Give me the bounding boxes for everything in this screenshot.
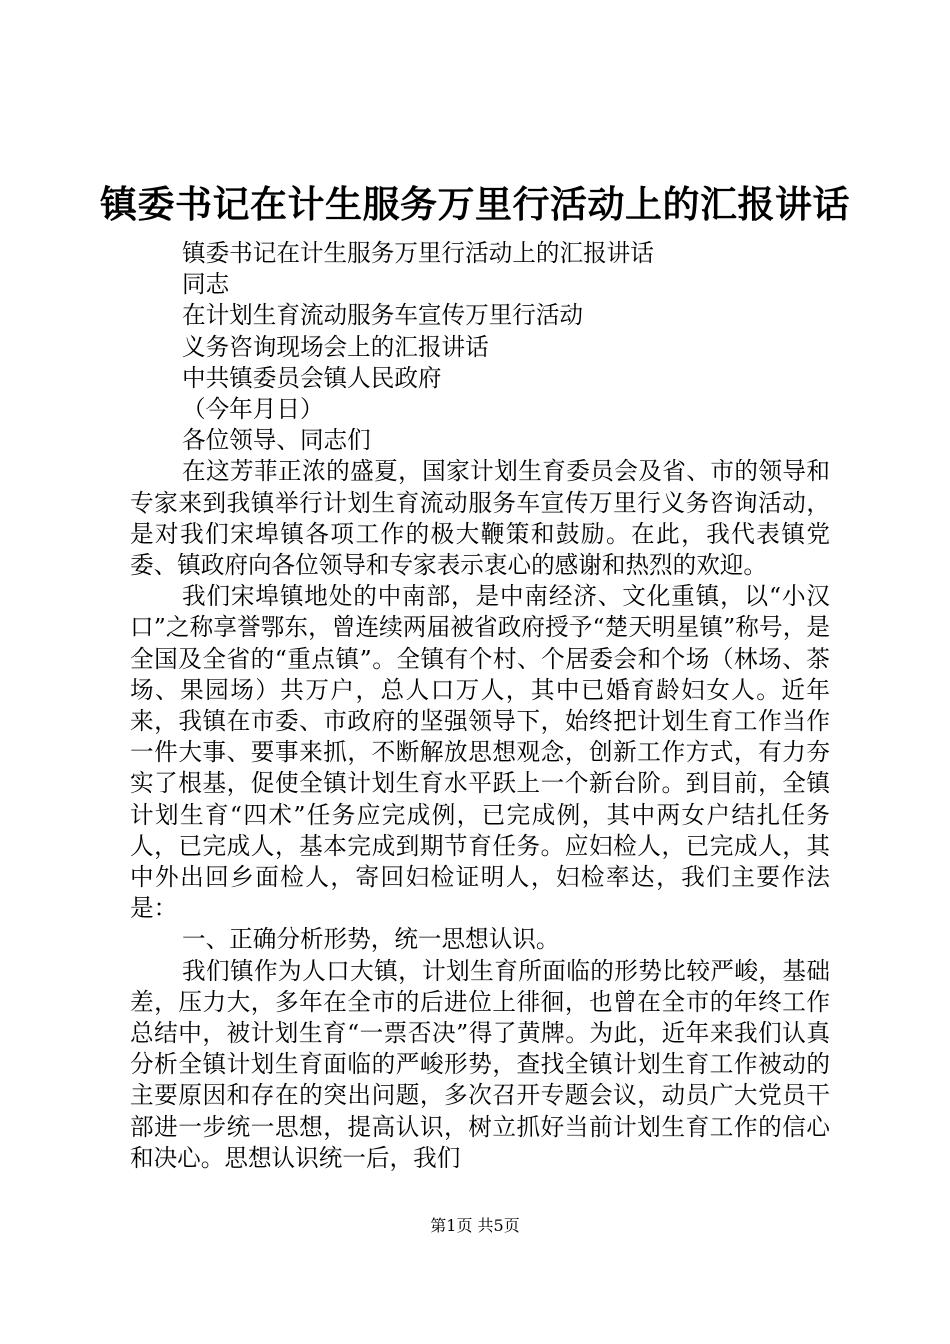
- page-number: 第1页 共5页: [430, 1216, 520, 1235]
- paragraph-welcome: 在这芳菲正浓的盛夏，国家计划生育委员会及省、市的领导和专家来到我镇举行计划生育流动服务车宣传万里行义务咨询活动，是对我们宋埠镇各项工作的极大鞭策和鼓励。在此，我代表镇党委、镇政府向各位领导和专家表示衷心的感谢和热烈的欢迎。: [130, 457, 830, 580]
- paragraph-situation-analysis: 我们镇作为人口大镇，计划生育所面临的形势比较严峻，基础差，压力大，多年在全市的后进位上徘徊，也曾在全市的年终工作总结中，被计划生育“一票否决”得了黄牌。为此，近年来我们认真分析全镇计划生育面临的严峻形势，查找全镇计划生育工作被动的主要原因和存在的突出问题，多次召开专题会议，动员广大党员干部进一步统一思想，提高认识，树立抓好当前计划生育工作的信心和决心。思想认识统一后，我们: [130, 956, 830, 1172]
- paragraph-town-overview: 我们宋埠镇地处的中南部，是中南经济、文化重镇，以“小汉口”之称享誉鄂东，曾连续两届被省政府授予“楚天明星镇”称号，是全国及全省的“重点镇”。全镇有个村、个居委会和个场（林场、茶场、果园场）共万户，总人口万人，其中已婚育龄妇女人。近年来，我镇在市委、市政府的坚强领导下，始终把计划生育工作当作一件大事、要事来抓，不断解放思想观念，创新工作方式，有力夯实了根基，促使全镇计划生育水平跃上一个新台阶。到目前，全镇计划生育“四术”任务应完成例，已完成例，其中两女户结扎任务人，已完成人，基本完成到期节育任务。应妇检人，已完成人，其中外出回乡面检人，寄回妇检证明人，妇检率达，我们主要作法是：: [130, 582, 830, 923]
- header-line-issuer: 中共镇委员会镇人民政府: [182, 363, 442, 392]
- section-heading-1: 一、正确分析形势，统一思想认识。: [182, 925, 560, 954]
- header-line-event: 在计划生育流动服务车宣传万里行活动: [182, 301, 584, 330]
- header-line-date: （今年月日）: [182, 395, 324, 424]
- document-title: 镇委书记在计生服务万里行活动上的汇报讲话: [100, 183, 850, 226]
- header-line-salutation: 同志: [182, 270, 230, 299]
- header-line-report-title: 镇委书记在计生服务万里行活动上的汇报讲话: [182, 239, 654, 267]
- header-line-greeting: 各位领导、同志们: [182, 426, 371, 455]
- header-line-meeting: 义务咨询现场会上的汇报讲话: [182, 332, 489, 361]
- document-body: [130, 238, 830, 1174]
